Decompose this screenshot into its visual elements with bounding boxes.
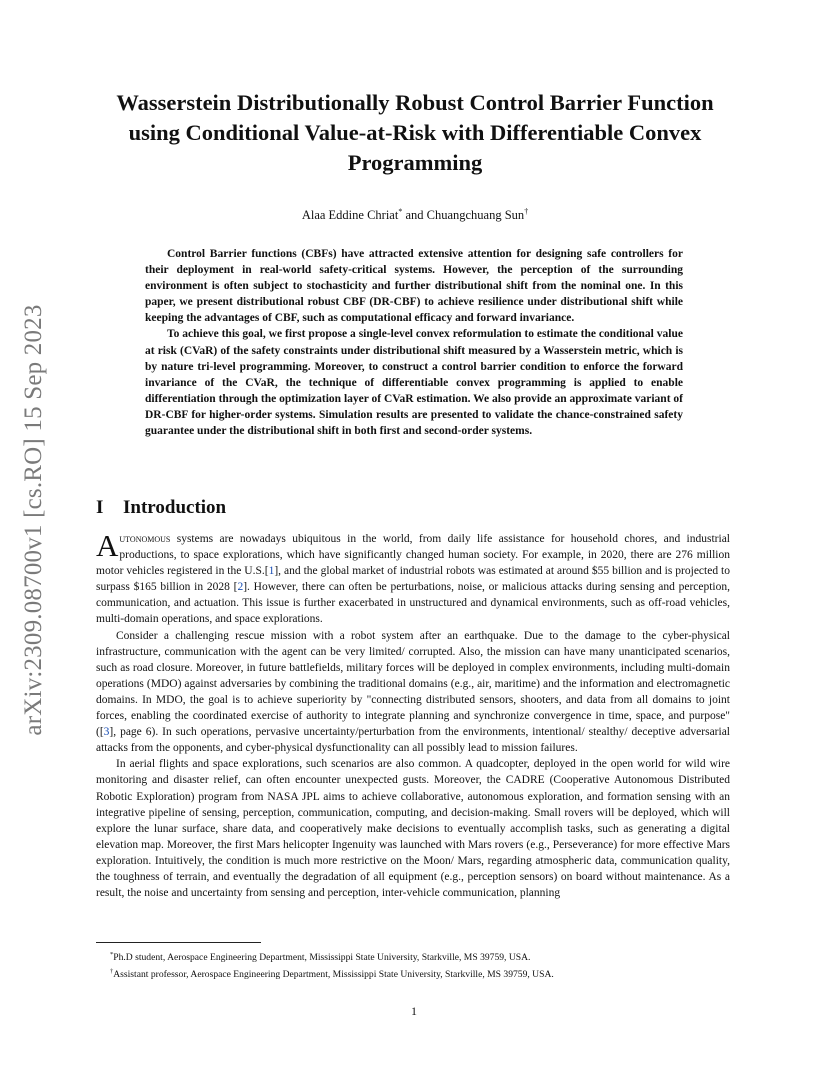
section-number: I xyxy=(96,497,104,518)
footnote-marker: * xyxy=(398,207,403,216)
small-caps-word: utonomous xyxy=(119,533,171,545)
paper-title: Wasserstein Distributionally Robust Control Barrier Function using Conditional Value-at-Risk with Differentiable Convex Programming xyxy=(116,90,714,175)
body-paragraph xyxy=(96,628,730,757)
body-paragraph xyxy=(96,528,730,628)
citation-link[interactable]: 3 xyxy=(103,726,110,739)
paragraph-text: Consider a challenging rescue mission with a robot system after an earthquake. Due to the damage to the cyber-physical infrastructure, communication with the agent can be very limited/ corrupted. Also, the mission can have many unanticipated scenarios, such as road closure. Moreover, in future battlefields, military forces will be deployed in complex environments, including multi-domain operations (MDO) against adversaries by combining the traditional domains (e.g., air, maritime) and the information and electromagnetic domains. In MDO, the goal is to achieve superiority by "connecting distributed sensors, shooters, and data from all domains to joint forces, enabling the coordinated exercise of authority to integrate planning and synchronize convergence in time, space, and purpose" ([ xyxy=(96,629,730,739)
paragraph-text: systems are nowadays ubiquitous in the world, from daily life assistance for household chores, and industrial productions, to space explorations, which have significantly changed human society. For example, in 2020, there are 276 million motor vehicles registered in the U.S.[ xyxy=(96,533,730,578)
section-title: Introduction xyxy=(123,497,227,518)
citation-link[interactable]: 2 xyxy=(237,581,244,594)
footnote-marker: † xyxy=(524,207,529,216)
page-number: 1 xyxy=(411,1004,417,1018)
author-name: Alaa Eddine Chriat xyxy=(301,208,399,223)
abstract xyxy=(145,246,683,439)
abstract-paragraph: Control Barrier functions (CBFs) have attracted extensive attention for designing safe controllers for their deployment in real-world safety-critical systems. However, the perception of the surrounding environment is often subject to stochasticity and further distributional shift from the nominal one. In this paper, we present distributional robust CBF (DR-CBF) to achieve resilience under distributional shift while keeping the advantages of CBF, such as computational efficacy and forward invariance. xyxy=(145,248,683,325)
footnote-marker: * xyxy=(110,951,114,958)
arxiv-stamp xyxy=(14,280,54,760)
footnotes xyxy=(110,948,730,981)
footnote-marker: † xyxy=(110,967,114,975)
body-paragraph: In aerial flights and space explorations, such scenarios are also common. A quadcopter, deployed in the open world for wild wire monitoring and disaster relief, can often encounter unexpected gusts. Moreover, the CADRE (Cooperative Autonomous Distributed Robotic Exploration) program from NASA JPL aims to achieve collaborative, autonomous exploration, and formation sensing with an integrative pipeline of sensing, perception, communication, computing, and decision-making. Small rovers will be deployed, which will explore the lunar surface, share data, and cooperatively make decisions to eventually accomplish tasks, such as generating a digital elevation map. Moreover, the first Mars helicopter Ingenuity was launched with Mars rovers (e.g., Perseverance) for more effective Mars exploration. Intuitively, the condition is much more restrictive on the Moon/ Mars, regarding atmospheric data, communication quality, the toughness of terrain, and eventually the degradation of all equipment (e.g., perception sensors) on board without maintenance. As a result, the noise and uncertainty from sensing and perception, inter-vehicle communication, planning xyxy=(96,758,730,900)
paragraph-text: ], and the global market of industrial robots was estimated at around $55 billion and is projected to surpass $165 billion in 2028 [ xyxy=(96,565,730,594)
footnote xyxy=(110,965,730,982)
author-line xyxy=(90,207,740,223)
section-heading xyxy=(96,497,226,519)
introduction-body xyxy=(96,528,730,901)
footnote-text: Assistant professor, Aerospace Engineering Department, Mississippi State University, Starkville, MS 39759, USA. xyxy=(113,968,554,980)
drop-cap: A xyxy=(96,528,119,563)
footnote xyxy=(110,948,730,965)
footnote-text: Ph.D student, Aerospace Engineering Department, Mississippi State University, Starkville, MS 39759, USA. xyxy=(113,952,531,964)
abstract-paragraph: To achieve this goal, we first propose a single-level convex reformulation to estimate the conditional value at risk (CVaR) of the safety constraints under distributional shift measured by a Wasserstein metric, which is by nature tri-level programming. Moreover, to construct a control barrier condition to enforce the forward invariance of the CVaR, the technique of differentiable convex programming is applied to enable differentiation through the optimization layer of CVaR estimation. We also provide an approximate variant of DR-CBF for higher-order systems. Simulation results are presented to validate the chance-constrained safety guarantee under the distributional shift in both first and second-order systems. xyxy=(145,328,683,438)
footnote-rule xyxy=(96,942,261,943)
author-conjunction: and xyxy=(402,208,427,223)
arxiv-stamp-text: arXiv:2309.08700v1 [cs.RO] 15 Sep 2023 xyxy=(20,304,47,736)
paragraph-text: ], page 6). In such operations, pervasive uncertainty/perturbation from the environments, intentional/ stealthy/ deceptive adversarial attacks from the opponents, and cyber-physical dysfunctionality can all possibly lead to mission failures. xyxy=(96,726,730,755)
paragraph-text: ]. However, there can often be perturbations, noise, or malicious attacks during sensing and perception, communication, and actuation. This issue is further exacerbated in unstructured and dynamical environments, such as off-road vehicles, multi-domain operations, and space explorations. xyxy=(96,581,730,626)
author-name: Chuangchuang Sun xyxy=(426,208,525,223)
citation-link[interactable]: 1 xyxy=(268,565,275,578)
